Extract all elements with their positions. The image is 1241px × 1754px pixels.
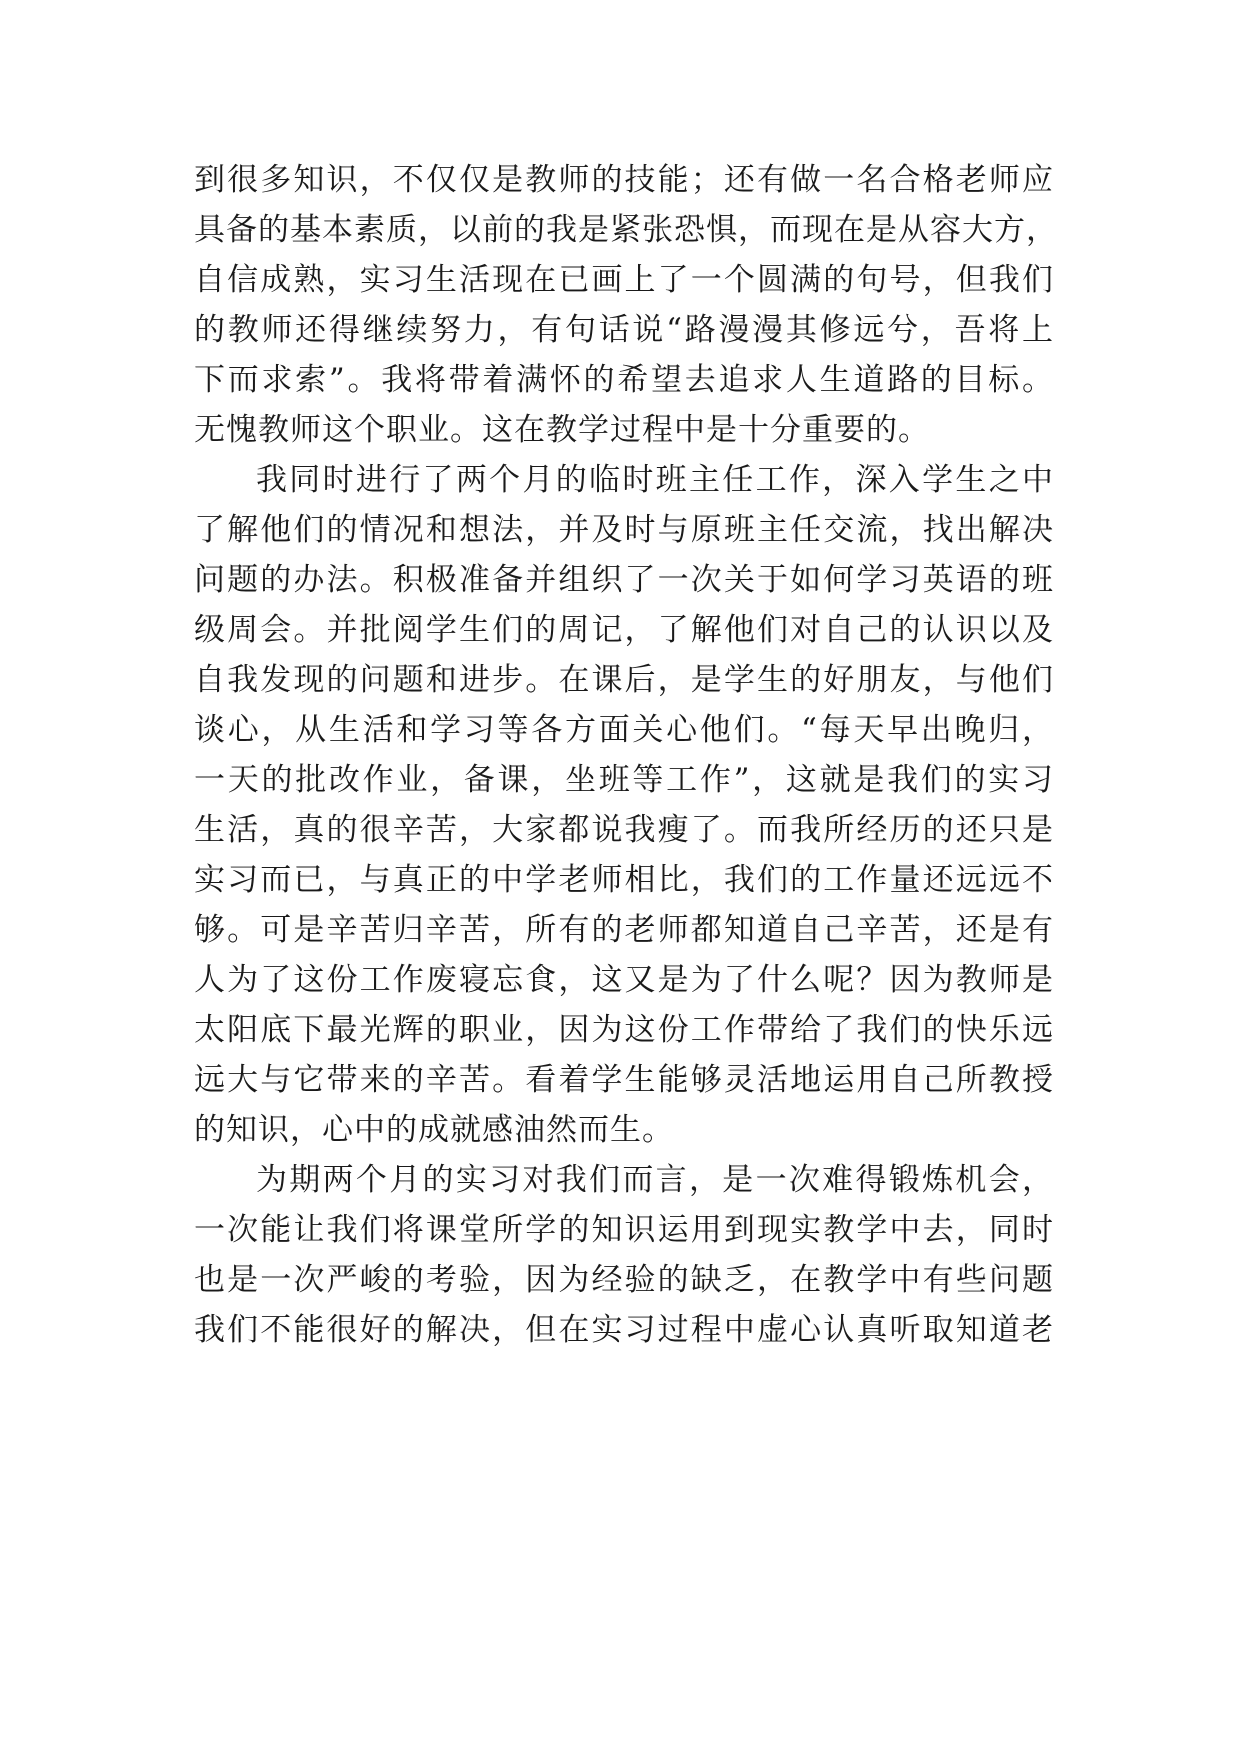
text-line: 一天的批改作业，备课，坐班等工作”，这就是我们的实习 [194,762,1054,798]
text-line: 的教师还得继续努力，有句话说“路漫漫其修远兮，吾将上 [194,312,1054,348]
text-line: 无愧教师这个职业。这在教学过程中是十分重要的。 [194,412,930,448]
body-text [194,155,1058,1355]
text-line: 了解他们的情况和想法，并及时与原班主任交流，找出解决 [194,512,1054,548]
text-line: 自信成熟，实习生活现在已画上了一个圆满的句号，但我们 [194,262,1054,298]
text-line: 一次能让我们将课堂所学的知识运用到现实教学中去，同时 [194,1212,1054,1248]
text-line: 的知识，心中的成就感油然而生。 [194,1112,674,1148]
text-line: 实习而已，与真正的中学老师相比，我们的工作量还远远不 [194,862,1054,898]
text-line: 级周会。并批阅学生们的周记，了解他们对自己的认识以及 [194,612,1054,648]
text-line: 下而求索”。我将带着满怀的希望去追求人生道路的目标。 [194,362,1054,398]
text-line: 到很多知识，不仅仅是教师的技能；还有做一名合格老师应 [194,162,1054,198]
text-line: 生活，真的很辛苦，大家都说我瘦了。而我所经历的还只是 [194,812,1054,848]
text-line: 也是一次严峻的考验，因为经验的缺乏，在教学中有些问题 [194,1262,1054,1298]
text-line: 够。可是辛苦归辛苦，所有的老师都知道自己辛苦，还是有 [194,912,1054,948]
text-line: 问题的办法。积极准备并组织了一次关于如何学习英语的班 [194,562,1054,598]
text-line: 我们不能很好的解决，但在实习过程中虚心认真听取知道老 [194,1312,1054,1348]
paragraph-first-line: 我同时进行了两个月的临时班主任工作，深入学生之中 [256,462,1054,498]
text-line: 自我发现的问题和进步。在课后，是学生的好朋友，与他们 [194,662,1054,698]
paragraph-first-line: 为期两个月的实习对我们而言，是一次难得锻炼机会， [256,1162,1054,1198]
text-line: 具备的基本素质，以前的我是紧张恐惧，而现在是从容大方， [194,212,1058,248]
text-line: 谈心，从生活和学习等各方面关心他们。“每天早出晚归， [194,712,1054,748]
text-line: 太阳底下最光辉的职业，因为这份工作带给了我们的快乐远 [194,1012,1054,1048]
text-line: 远大与它带来的辛苦。看着学生能够灵活地运用自己所教授 [194,1062,1054,1098]
text-line: 人为了这份工作废寝忘食，这又是为了什么呢？因为教师是 [194,962,1054,998]
